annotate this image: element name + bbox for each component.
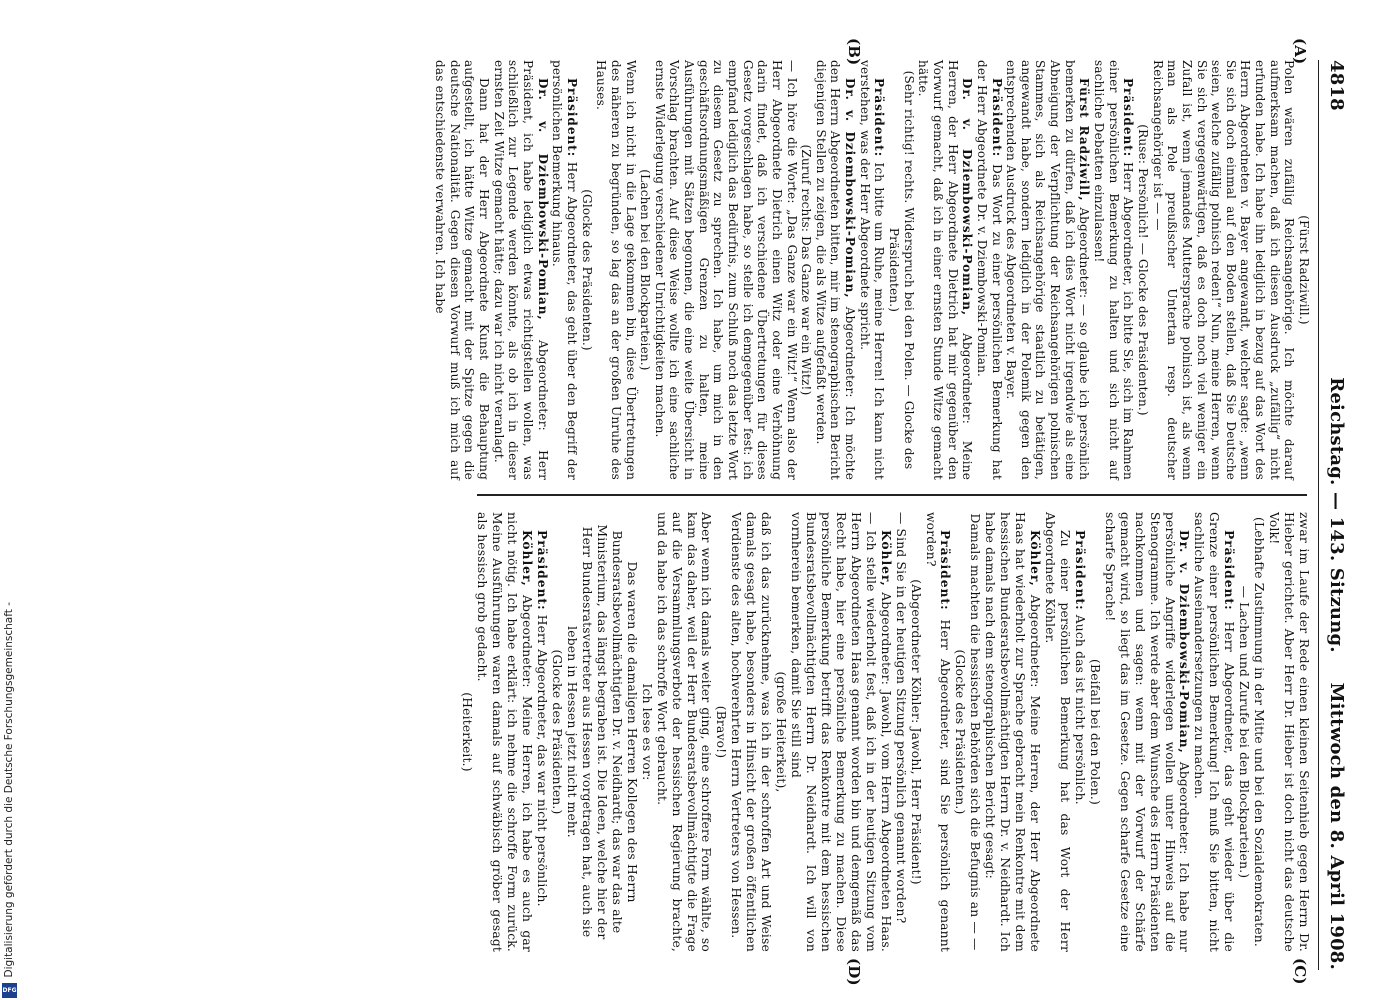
paragraph-text: (Lachen bei den Blockparteien.) (638, 169, 653, 371)
session-title: Reichstag. — 143. Sitzung. (1326, 377, 1347, 653)
speaker-name: Präsident: (1121, 78, 1136, 158)
paragraph-text: Abgeordneter: Jawohl, vom Herrn Abgeordneten Haas. — Ich stelle wiederholt fest, daß ich in der heutigen Sitzung vom Herrn Abgeordneten Haas genannt worden bin und demgemäß das Recht habe, hier eine persönliche Bemerkung zu machen. Diese persönliche Bemerkung betrifft das Renkontre mit dem hessischen Bundesratsbevollmächtigten Herrn Dr. Neidhardt. Ich will von vornherein bemerken, damit Sie still sind (789, 512, 893, 952)
speaker-name: Dr. v. Dziembowski-Pomian, (843, 78, 858, 299)
paragraph (953, 512, 968, 952)
speaker-name: Dr. v. Dziembowski-Pomian, (960, 78, 975, 317)
paragraph (1135, 60, 1150, 480)
paragraph (638, 60, 653, 480)
paragraph-text: (Heiterkeit.) (460, 692, 475, 772)
paragraph (799, 60, 814, 480)
paragraph (534, 512, 549, 952)
paragraph-text: Wenn ich nicht in die Lage gekommen bin, diese Übertretungen des näheren zu begründen, so lag das an der großen Unruhe des Hauses. (594, 60, 638, 480)
paragraph (893, 512, 908, 952)
paragraph (1087, 512, 1102, 952)
paragraph (1004, 60, 1092, 480)
speaker-name: Präsident: (535, 530, 551, 611)
page-header (1318, 60, 1349, 970)
page-number: 4818 (1326, 60, 1347, 111)
speaker-name: Präsident: (938, 530, 954, 611)
paragraph-text: Polen wären zufällig Reichsangehörige. Ich möchte darauf aufmerksam machen, daß ich diesen Ausdruck „zufällig“ nicht erfunden habe. Ich habe ihn lediglich in bezug auf das Wort des Herrn Abgeordneten v. Bayer angewandt, welcher sagte: „wenn Sie sich doch einmal auf den Boden stellen, daß Sie Deutsche seien, welche zufällig polnisch reden!“ Nun, meine Herren, wenn Sie sich vergegenwärtigen, daß es doch noch viel weniger ein Zufall ist, wenn jemandes Muttersprache polnisch ist, als wenn man als Pole preußischer Untertan resp. deutscher Reichsangehöriger ist — — (1150, 60, 1297, 480)
left-text-column (433, 60, 1311, 480)
session-date: Mittwoch den 8. April 1908. (1326, 682, 1347, 970)
paragraph-text: Ich lese es vor: (639, 683, 654, 781)
paragraph (967, 512, 982, 952)
margin-marker-b: (B) (845, 38, 863, 66)
digitization-sidebar (0, 0, 20, 1000)
paragraph-text: zwar im Laufe der Rede einen kleinen Seitenhieb gegen Herrn Dr. Hieber gerichtet. Aber Herr Dr. Hieber ist doch nicht das deutsche Volk! (1267, 512, 1311, 952)
paragraph-text: Herr Abgeordneter, das geht wieder über die Grenze einer persönlichen Bemerkung! Ich muß Sie bitten, nicht sachliche Auseinandersetzungen zu machen. (1192, 512, 1237, 952)
paragraph-text: daß ich das zurücknehme, was ich in der schroffen Art und Weise damals gesagt habe, besonders in Hinsicht der großen öffentlichen Verdienste des alten, hochverehrten Herrn Vertreters von Hessen. (729, 512, 774, 952)
paragraph-text: Ich bitte um Ruhe, meine Herren! Ich kann nicht verstehen, was der Herr Abgeordnete spricht. (857, 60, 887, 481)
speaker-name: Präsident: (1072, 530, 1088, 611)
paragraph-text: Herr Abgeordneter, sind Sie persönlich genannt worden? (923, 512, 953, 952)
paragraph (982, 512, 1042, 952)
speaker-name: Fürst Radziwill, (1077, 78, 1092, 202)
paragraph-text: Abgeordneter: — so glaube ich persönlich bemerken zu dürfen, daß ich dies Wort nicht irgendwie als eine Abneigung der Verpflichtung der Reichsangehörigen polnischen Stammes, sich als Reichsangehörige staatlich zu betätigen, angewandt habe, sondern lediglich in der Polemik gegen den entsprechenden Ausdruck des Abgeordneten v. Bayer. (1004, 60, 1092, 480)
paragraph (886, 60, 915, 480)
paragraph-text: Herr Abgeordneter, ich bitte Sie, sich im Rahmen einer persönlichen Bemerkung zu halten und sich nicht auf sachliche Debatten einzulassen! (1092, 60, 1136, 480)
paragraph (579, 60, 594, 480)
paragraph (1150, 60, 1296, 480)
paragraph (813, 60, 857, 480)
paragraph-text: Das Wort zu einer persönlichen Bemerkung hat der Herr Abgeordnete Dr. v. Dziembowski-Pomian. (974, 60, 1004, 481)
paragraph-text: (Bravo!) (714, 705, 729, 759)
speaker-name: Köhler, (878, 530, 894, 587)
paragraph-text: Abgeordneter: Ich habe nur persönliche Angriffe widerlegen wollen unter Hinweis auf die Stenogramme. Ich werde aber dem Wunsche des Herrn Präsidenten nachkommen und sagen: wenn mit der Vorwurf der Schärfe gemacht wird, so liegt das im Gesetze. Gegen scharfe Gesetze eine scharfe Sprache! (1102, 512, 1192, 952)
speaker-name: Köhler, (520, 530, 536, 587)
paragraph (923, 512, 953, 952)
paragraph (639, 512, 654, 952)
paragraph-text: — Ich höre die Worte: „Das Ganze war ein Witz!“ Wenn also der Herr Abgeordnete Dietrich einen Witz oder eine Verhöhnung darin findet, daß ich verschiedene Übertretungen für dieses Gesetz vorgeschlagen habe, so stelle ich demgegenüber fest: ich empfand lediglich das Bedürfnis, zum Schluß noch das letzte Wort zu diesem Gesetz zu sprechen. Ich habe, um mich in den geschäftsordnungsmäßigen Grenzen zu halten, meine Ausführungen mit Sätzen begonnen, die eine weite Übersicht in Vorschlag brachten. Auf diese Weise wollte ich eine sachliche ernste Widerlegung verschiedener Unrichtigkeiten machen. (652, 60, 799, 480)
right-text-column (460, 512, 1311, 952)
paragraph-text: — Sind Sie in der heutigen Sitzung persönlich genannt worden? (893, 512, 908, 924)
paragraph (908, 512, 923, 952)
paragraph (1296, 60, 1311, 480)
paragraph-text: Aber wenn ich damals weiter ging, eine schroffere Form wählte, so kam das daher, weil der Herr Bundesratsbevollmächtigte die Frage auf die Versammlungsverbote der hessischen Regierung brachte, und da habe ich das schroffe Wort gebraucht. (654, 512, 714, 952)
paragraph-text: (Zuruf rechts: Das Ganze war ein Witz!) (799, 144, 814, 396)
paragraph (550, 60, 579, 480)
paragraph (433, 60, 492, 480)
paragraph (788, 512, 893, 952)
paragraph (714, 512, 729, 952)
speaker-name: Präsident: (1222, 530, 1238, 611)
dfg-logo: DFG (2, 983, 17, 998)
paragraph (475, 512, 535, 952)
paragraph-text: (Beifall bei den Polen.) (1087, 659, 1102, 805)
paragraph-text: Abgeordneter: Meine Herren, der Herr Abgeordnete Haas hat wiederholt zur Sprache gebracht mein Renkontre mit dem hessischen Bundesratsbevollmächtigten Herrn Dr. v. Neidhardt. Ich habe damals nach dem stenographischen Bericht gesagt: (983, 512, 1043, 952)
paragraph (491, 60, 550, 480)
speaker-name: Dr. v. Dziembowski-Pomian, (1177, 530, 1193, 754)
paragraph (654, 512, 714, 952)
paragraph-text: (Fürst Radziwill.) (1297, 215, 1311, 325)
paragraph (594, 60, 638, 480)
speaker-name: Präsident: (989, 78, 1004, 158)
paragraph (460, 512, 475, 952)
paragraph-text: Zu einer persönlichen Bemerkung hat das Wort der Herr Abgeordnete Köhler. (1043, 512, 1072, 952)
paragraph-text: (Abgeordneter Köhler: Jawohl, Herr Präsident!) (908, 579, 923, 885)
paragraph (1102, 512, 1192, 952)
paragraph (773, 512, 788, 952)
paragraph (652, 60, 798, 480)
paragraph-text: Abgeordneter: Ich möchte den Herrn Abgeordneten bitten, mir im stenographischen Bericht diejenigen Stellen zu zeigen, die als Witze aufgefaßt werden. (813, 60, 858, 481)
paragraph-text: Damals machten die hessischen Behörden sich die Befugnis an — — (968, 513, 983, 951)
paragraph (1072, 512, 1087, 952)
speaker-name: Köhler, (1028, 530, 1044, 587)
paragraph-text: Dann hat der Herr Abgeordnete Kunst die Behauptung aufgestellt, ich hätte Witze gemacht mit der Spitze gegen die deutsche Nationalität. Gegen diesen Vorwurf muß ich mich auf das entschiedenste verwahren. Ich habe (433, 60, 492, 480)
speaker-name: Präsident: (872, 78, 887, 158)
paragraph (1042, 512, 1072, 952)
paragraph (1266, 512, 1311, 952)
speaker-name: Präsident: (564, 78, 579, 158)
paragraph-text: (große Heiterkeit), (774, 671, 789, 793)
paragraph (549, 512, 564, 952)
paragraph-text: (Lebhafte Zustimmung in der Mitte und bei den Sozialdemokraten. — Lachen und Zurufe bei den Blockparteien.) (1237, 517, 1267, 947)
paragraph-text: (Glocke des Präsidenten.) (579, 189, 594, 351)
paragraph-text: (Sehr richtig! rechts. Widerspruch bei den Polen. — Glocke des Präsidenten.) (887, 70, 916, 470)
paragraph (728, 512, 773, 952)
paragraph (1192, 512, 1237, 952)
paragraph-text: Herr Abgeordneter, das geht über den Begriff der persönlichen Bemerkung hinaus. (550, 60, 579, 480)
margin-marker-c: (C) (1291, 958, 1309, 985)
paragraph-text: Abgeordneter: Meine Herren, der Herr Abgeordnete Dietrich hat mir gegenüber den Vorwurf gemacht, daß ich in einer ernsten Stunde Witze gemacht hätte. (916, 60, 975, 480)
paragraph-text: (Glocke des Präsidenten.) (550, 649, 565, 815)
paragraph-text: Herr Abgeordneter, das war nicht persönlich. (535, 614, 550, 907)
margin-marker-a: (A) (1291, 38, 1309, 65)
digitization-credit: Digitalisierung gefördert durch die Deutsche Forschungsgemeinschaft - (3, 602, 15, 978)
column-divider (477, 494, 1307, 496)
paragraph-text: Das waren die damaligen Herren Kollegen des Herrn Bundesratsbevollmächtigten Dr. v. Neidhardt; das war das alte Ministerium, das längst begraben ist. Die Ideen, welche hier der Herr Bundesratsvertreter aus Hessen vorgetragen hat, auch sie leben in Hessen jetzt nicht mehr. (565, 524, 639, 940)
speaker-name: Dr. v. Dziembowski-Pomian, (535, 78, 550, 321)
paragraph (857, 60, 886, 480)
paragraph (974, 60, 1003, 480)
paragraph-text: (Ruse: Persönlich! — Glocke des Präsidenten.) (1135, 124, 1150, 416)
paragraph-text: (Glocke des Präsidenten.) (953, 649, 968, 815)
paragraph-text: Abgeordneter: Meine Herren, ich habe es auch gar nicht nötig. Ich habe erklärt: ich nehme die schroffe Form zurück. Meine Ausführungen waren damals auf schwäbisch gröber gesagt als hessisch grob gedacht. (475, 512, 535, 952)
paragraph-text: Abgeordneter: Herr Präsident, ich habe lediglich etwas richtigstellen wollen, was schließlich zur Legende werden könnte, als ob ich in dieser ernsten Zeit Witze gemacht hätte; dazu war ich nicht veranlagt. (491, 60, 550, 481)
paragraph (564, 512, 639, 952)
paragraph (1091, 60, 1135, 480)
paragraph-text: Auch das ist nicht persönlich. (1072, 614, 1087, 805)
paragraph (1236, 512, 1266, 952)
paragraph (916, 60, 975, 480)
margin-marker-d: (D) (845, 958, 863, 986)
